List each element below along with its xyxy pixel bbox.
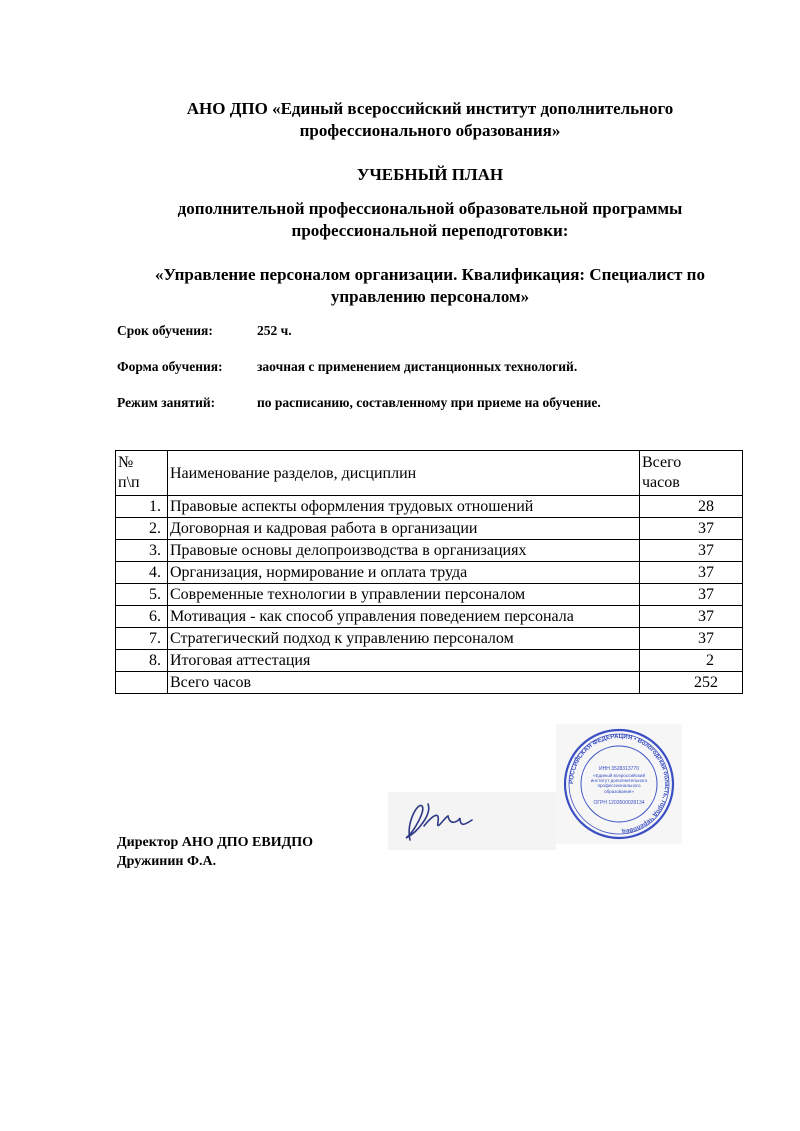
row-num: 7. xyxy=(116,628,168,650)
mode-label: Режим занятий: xyxy=(117,395,216,410)
row-num: 4. xyxy=(116,562,168,584)
stamp-area xyxy=(556,724,682,844)
subtitle-line-2: профессиональной переподготовки: xyxy=(291,221,569,240)
table-row xyxy=(116,562,743,584)
duration-label: Срок обучения: xyxy=(117,323,213,338)
row-hours: 37 xyxy=(640,518,743,540)
row-hours: 2 xyxy=(640,650,743,672)
meta-duration xyxy=(117,323,292,339)
form-value: заочная с применением дистанционных технологий. xyxy=(257,359,578,374)
row-num: 6. xyxy=(116,606,168,628)
table-row xyxy=(116,650,743,672)
row-num: 8. xyxy=(116,650,168,672)
signature-image xyxy=(388,792,556,850)
total-label: Всего часов xyxy=(168,672,640,694)
row-name: Мотивация - как способ управления поведением персонала xyxy=(168,606,640,628)
row-name: Организация, нормирование и оплата труда xyxy=(168,562,640,584)
table-total-row xyxy=(116,672,743,694)
form-label: Форма обучения: xyxy=(117,359,223,374)
stamp-center-text: «Единый всероссийский институт дополнительного профессионального образования» xyxy=(590,773,648,794)
header-hours-cell xyxy=(640,451,743,496)
row-hours: 37 xyxy=(640,628,743,650)
row-hours: 37 xyxy=(640,584,743,606)
total-num-empty xyxy=(116,672,168,694)
org-line-1: АНО ДПО «Единый всероссийский институт дополнительного xyxy=(186,99,674,118)
table-row xyxy=(116,518,743,540)
row-num: 2. xyxy=(116,518,168,540)
row-name: Правовые основы делопроизводства в организациях xyxy=(168,540,640,562)
meta-form xyxy=(117,359,577,375)
official-stamp xyxy=(556,724,682,844)
header-num-line-2: п\п xyxy=(118,474,140,491)
header-name-cell: Наименование разделов, дисциплин xyxy=(168,451,640,496)
table-row xyxy=(116,606,743,628)
duration-value: 252 ч. xyxy=(257,323,292,338)
signatory-position: Директор АНО ДПО ЕВИДПО xyxy=(117,835,314,850)
header-num-cell xyxy=(116,451,168,496)
table-header-row xyxy=(116,451,743,496)
subtitle-line-1: дополнительной профессиональной образовательной программы xyxy=(177,199,683,218)
row-name: Итоговая аттестация xyxy=(168,650,640,672)
curriculum-table xyxy=(115,450,743,694)
row-num: 5. xyxy=(116,584,168,606)
signature-area xyxy=(388,792,556,850)
row-hours: 28 xyxy=(640,496,743,518)
header-hours-line-2: часов xyxy=(642,474,680,491)
row-hours: 37 xyxy=(640,606,743,628)
mode-value: по расписанию, составленному при приеме на обучение. xyxy=(257,395,601,410)
table-row xyxy=(116,628,743,650)
row-name: Правовые аспекты оформления трудовых отношений xyxy=(168,496,640,518)
row-hours: 37 xyxy=(640,540,743,562)
table-row xyxy=(116,496,743,518)
program-subtitle xyxy=(100,198,760,242)
stamp-inn: ИНН 3528313770 xyxy=(598,766,640,772)
table-row xyxy=(116,540,743,562)
stamp-ogrn: ОГРН 1203500028134 xyxy=(593,800,645,806)
header-num-line-1: № xyxy=(118,454,134,471)
signatory-name: Дружинин Ф.А. xyxy=(117,854,217,869)
row-num: 3. xyxy=(116,540,168,562)
org-line-2: профессионального образования» xyxy=(299,121,561,140)
stamp-outer-text: РОССИЙСКАЯ ФЕДЕРАЦИЯ • Вологодская область, город Череповец xyxy=(567,732,671,835)
total-hours: 252 xyxy=(640,672,743,694)
program-line-2: управлению персоналом» xyxy=(330,287,530,306)
row-name: Стратегический подход к управлению персоналом xyxy=(168,628,640,650)
signatory-block xyxy=(117,833,313,871)
program-line-1: «Управление персоналом организации. Квалификация: Специалист по xyxy=(155,265,705,284)
program-name xyxy=(90,264,770,308)
header-hours-line-1: Всего xyxy=(642,454,682,471)
org-header xyxy=(100,98,760,142)
row-name: Договорная и кадровая работа в организации xyxy=(168,518,640,540)
doc-title: УЧЕБНЫЙ ПЛАН xyxy=(356,165,504,184)
row-name: Современные технологии в управлении персоналом xyxy=(168,584,640,606)
meta-mode xyxy=(117,395,601,411)
row-hours: 37 xyxy=(640,562,743,584)
table-row xyxy=(116,584,743,606)
row-num: 1. xyxy=(116,496,168,518)
